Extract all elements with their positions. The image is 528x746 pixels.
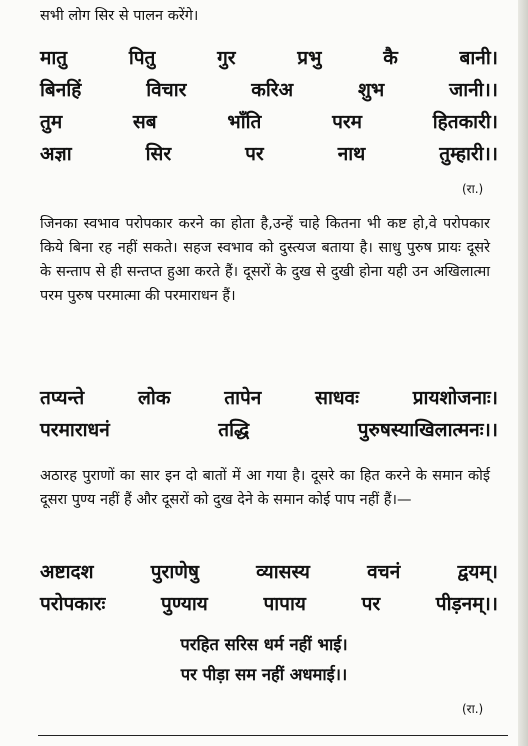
verse-3-line-1 [40,556,498,588]
verse-2 [40,382,498,446]
verse-word: विचार [146,79,187,101]
verse-word: हितकारी। [432,111,498,133]
verse-word: द्वयम्। [457,561,498,583]
verse-4 [0,630,528,690]
verse-1-line-2 [40,74,498,106]
verse-1-line-3 [40,106,498,138]
verse-4-line-1: परहित सरिस धर्म नहीं भाई। [180,635,348,654]
verse-4-line-2: पर पीड़ा सम नहीं अधमाई।। [180,665,348,684]
verse-word: पुराणेषु [150,561,199,583]
verse-word: कै [383,47,398,69]
verse-word: बानी। [459,47,498,69]
top-line: सभी लोग सिर से पालन करेंगे। [40,8,199,24]
verse-word: भाँति [227,111,262,133]
verse-1-line-1 [40,42,498,74]
verse-word: पीड़नम्।। [435,593,498,615]
verse-word: प्रायशोजनाः। [412,387,498,409]
verse-1-line-4 [40,138,498,170]
verse-word: तप्यन्ते [40,387,85,409]
verse-word: तापेन [224,387,262,409]
verse-3 [40,556,498,620]
verse-2-line-2 [40,414,498,446]
verse-word: करिअ [251,79,294,101]
source-citation: (रा.) [462,182,484,196]
bottom-rule [38,735,508,736]
verse-word: गुर [217,47,236,69]
verse-3-line-2 [40,588,498,620]
verse-word: पुण्याय [161,593,208,615]
paragraph-1: जिनका स्वभाव परोपकार करने का होता है,उन्हें चाहे कितना भी कष्ट हो,वे परोपकार किये बिना रह नहीं सकते। सहज स्वभाव को दुस्त्यज बताया है। साधु पुरुष प्रायः दूसरे के सन्ताप से ही सन्तप्त हुआ करते हैं। दूसरों के दुख से दुखी होना यही उन अखिलात्मा परम पुरुष परमात्मा की परमाराधन हैं। [40,216,490,304]
verse-word: शुभ [357,79,385,101]
verse-word: परम [332,111,363,133]
verse-word: मातु [40,47,68,69]
verse-word: परोपकारः [40,593,106,615]
verse-word: तुम [40,111,63,133]
verse-word: पर [361,593,381,615]
verse-word: सब [132,111,157,133]
verse-word: पापाय [263,593,306,615]
verse-word: नाथ [337,143,366,165]
verse-word: साधवः [315,387,359,409]
source-citation: (रा.) [462,702,484,716]
verse-word: पुरुषस्याखिलात्मनः।। [357,419,498,441]
verse-word: प्रभु [297,47,322,69]
verse-word: सिर [145,143,172,165]
verse-2-line-1 [40,382,498,414]
verse-word: व्यासस्य [256,561,310,583]
verse-1 [40,42,498,170]
verse-word: बिनहिं [40,79,82,101]
verse-word: पर [245,143,264,165]
verse-word: लोक [138,387,171,409]
verse-word: तुम्हारी।। [439,143,498,165]
verse-word: पितु [128,47,156,69]
verse-word: परमाराधनं [40,419,110,441]
paragraph-2: अठारह पुराणों का सार इन दो बातों में आ गया है। दूसरे का हित करने के समान कोई दूसरा पुण्य नहीं हैं और दूसरों को दुख देने के समान कोई पाप नहीं हैं।— [40,468,490,508]
verse-word: वचनं [367,561,401,583]
verse-word: जानी।। [449,79,498,101]
verse-word: अष्टादश [40,561,94,583]
verse-word: तद्धि [218,419,250,441]
verse-word: अज्ञा [40,143,72,165]
